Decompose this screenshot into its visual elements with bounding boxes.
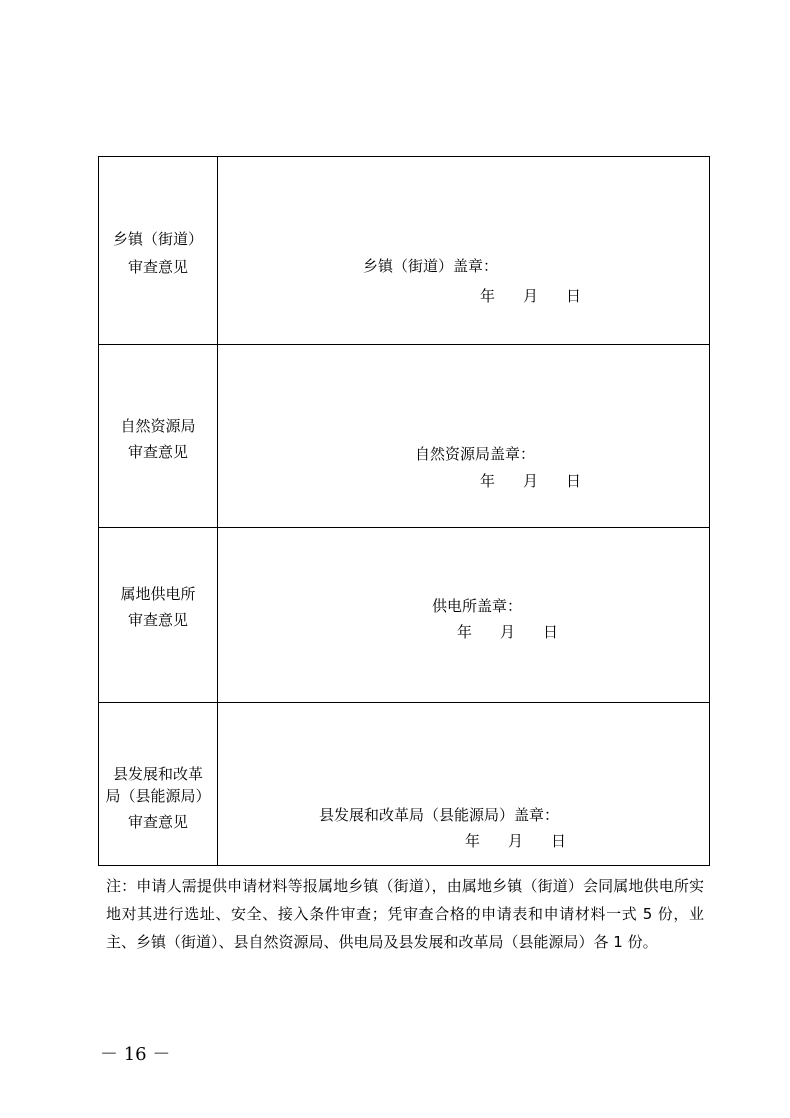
table-row-power-station — [99, 527, 709, 702]
opinion-cell[interactable] — [218, 702, 709, 867]
year-label: 年 — [480, 472, 496, 490]
table-row-township — [99, 157, 709, 344]
year-label: 年 — [480, 287, 496, 305]
table-row-natural-resources — [99, 344, 709, 527]
row-label — [99, 227, 217, 279]
signature-date — [457, 621, 558, 642]
seal-label: 供电所盖章： — [432, 597, 523, 615]
signature-date — [480, 470, 581, 491]
month-label: 月 — [523, 472, 539, 490]
label-line: 属地供电所 — [120, 585, 196, 603]
signature-date — [465, 830, 566, 851]
day-label: 日 — [543, 623, 559, 641]
year-label: 年 — [457, 623, 473, 641]
label-line: 自然资源局 — [120, 417, 196, 435]
label-line: 县发展和改革 — [112, 765, 203, 783]
row-label — [99, 414, 217, 464]
footnote: 注：申请人需提供申请材料等报属地乡镇（街道），由属地乡镇（街道）会同属地供电所实地对其进行选址、安全、接入条件审查；凭审查合格的申请表和申请材料一式 5 份，业主、乡镇（街道）、县自然资源局、供电局及县发展和改革局（县能源局）各 1 份。 — [106, 877, 704, 951]
day-label: 日 — [566, 472, 582, 490]
month-label: 月 — [500, 623, 516, 641]
seal-label: 自然资源局盖章： — [415, 445, 536, 463]
signature-date — [480, 285, 581, 306]
label-line: 审查意见 — [127, 258, 188, 276]
row-label — [99, 582, 217, 632]
row-label — [99, 763, 217, 833]
label-line: 乡镇（街道） — [112, 230, 203, 248]
month-label: 月 — [508, 832, 524, 850]
month-label: 月 — [523, 287, 539, 305]
year-label: 年 — [465, 832, 481, 850]
label-line: 审查意见 — [127, 443, 188, 461]
opinion-cell[interactable] — [218, 527, 709, 702]
opinion-cell[interactable] — [218, 344, 709, 527]
label-line: 局（县能源局） — [105, 787, 211, 805]
label-line: 审查意见 — [127, 813, 188, 831]
day-label: 日 — [566, 287, 582, 305]
day-label: 日 — [551, 832, 567, 850]
page-number: － 16 － — [100, 1044, 171, 1065]
review-opinion-table — [98, 156, 710, 866]
seal-label: 县发展和改革局（县能源局）盖章： — [319, 806, 560, 824]
label-line: 审查意见 — [127, 611, 188, 629]
seal-label: 乡镇（街道）盖章： — [363, 257, 499, 275]
table-row-development-reform — [99, 702, 709, 867]
opinion-cell[interactable] — [218, 157, 709, 344]
